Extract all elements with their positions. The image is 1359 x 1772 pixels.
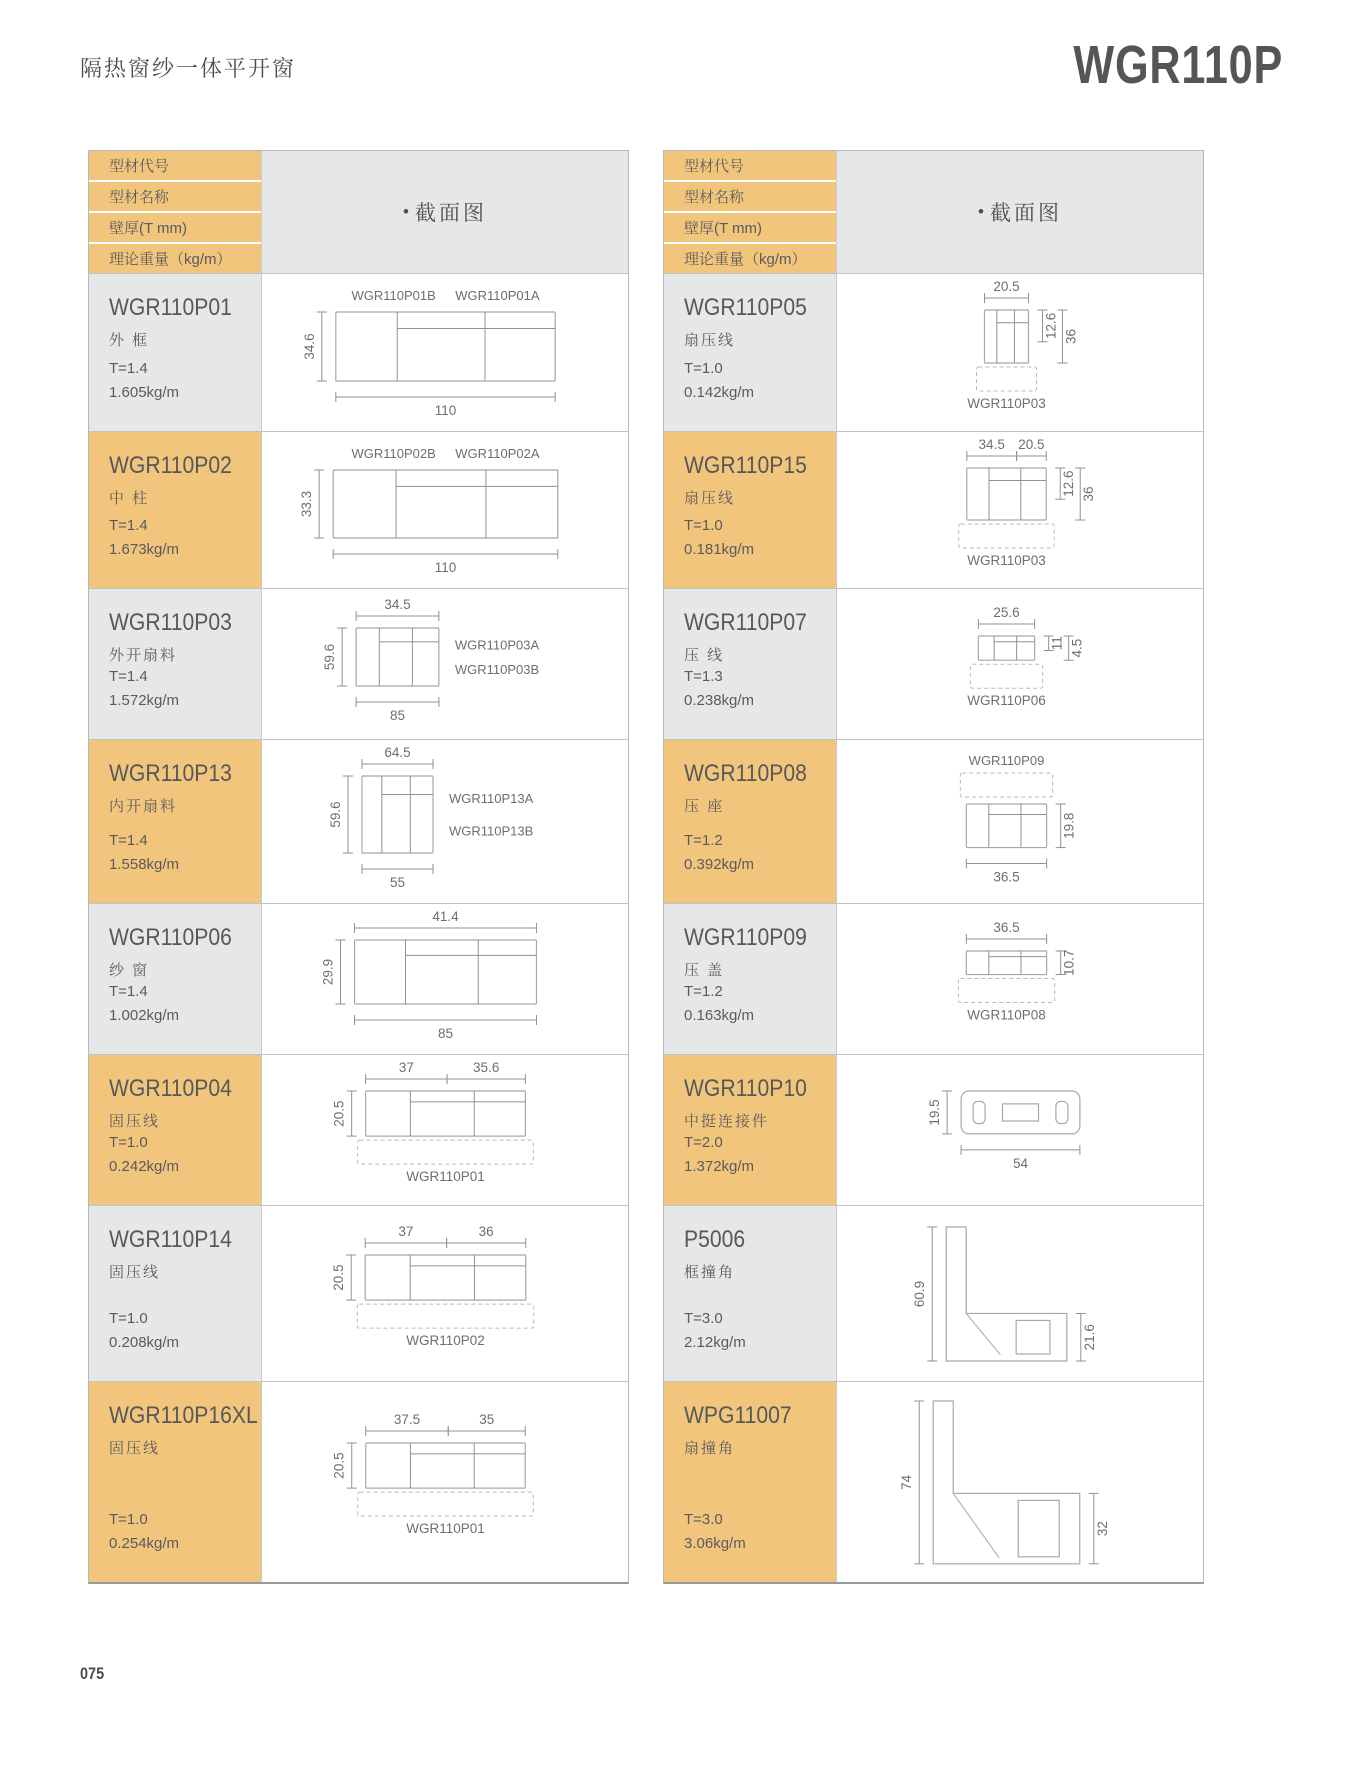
- profile-weight: 3.06kg/m: [684, 1535, 746, 1552]
- svg-text:25.6: 25.6: [992, 604, 1020, 620]
- profile-thickness: T=1.0: [109, 1511, 148, 1528]
- svg-text:85: 85: [389, 708, 405, 723]
- svg-text:60.9: 60.9: [911, 1280, 927, 1307]
- header-cell-profile-name: 型材名称: [664, 180, 836, 211]
- svg-text:29.9: 29.9: [320, 958, 336, 986]
- profile-name: 外开扇料: [109, 647, 178, 664]
- profile-info-cell: [664, 589, 837, 739]
- header-cell-wall-thickness: 壁厚(T mm): [664, 211, 836, 242]
- section-drawing: [843, 278, 1198, 427]
- svg-text:12.6: 12.6: [1060, 470, 1076, 497]
- svg-text:21.6: 21.6: [1081, 1323, 1097, 1350]
- svg-text:54: 54: [1012, 1155, 1028, 1171]
- profile-code: WGR110P05: [684, 294, 807, 321]
- section-drawing: [268, 278, 623, 427]
- profile-thickness: T=1.4: [109, 517, 148, 534]
- svg-text:WGR110P02: WGR110P02: [405, 1333, 485, 1349]
- profile-info-cell: [89, 904, 262, 1054]
- profile-name: 扇压线: [684, 332, 736, 349]
- profile-code: WPG11007: [684, 1402, 792, 1429]
- svg-text:35.6: 35.6: [472, 1060, 499, 1076]
- svg-text:20.5: 20.5: [1017, 437, 1045, 452]
- profile-info-cell: [89, 1382, 262, 1582]
- header-cell-theoretical-weight: 理论重量（kg/m）: [89, 242, 261, 273]
- profile-section-diagram: [837, 274, 1203, 431]
- profile-code: WGR110P10: [684, 1075, 807, 1102]
- profile-section-diagram: [262, 740, 628, 903]
- profile-row: [89, 431, 628, 588]
- profile-code: WGR110P16XL: [109, 1402, 258, 1429]
- profile-name: 固压线: [109, 1113, 161, 1130]
- profile-info-cell: [89, 740, 262, 903]
- profile-row: [664, 1054, 1203, 1205]
- profile-weight: 1.372kg/m: [684, 1158, 755, 1175]
- svg-text:WGR110P13A: WGR110P13A: [448, 791, 533, 807]
- section-drawing: [268, 908, 623, 1050]
- profile-thickness: T=1.0: [684, 517, 723, 534]
- profile-row: [664, 273, 1203, 431]
- profile-weight: 0.238kg/m: [684, 692, 755, 709]
- svg-text:36: 36: [1080, 486, 1096, 502]
- svg-text:12.6: 12.6: [1043, 312, 1058, 340]
- svg-text:WGR110P03: WGR110P03: [966, 553, 1046, 568]
- svg-text:36: 36: [478, 1223, 494, 1239]
- profile-row: [664, 739, 1203, 903]
- section-drawing: [843, 1391, 1198, 1574]
- section-drawing: [843, 1081, 1198, 1180]
- svg-text:19.5: 19.5: [926, 1098, 942, 1126]
- profile-section-diagram: [837, 1206, 1203, 1381]
- profile-thickness: T=1.4: [109, 360, 148, 377]
- profile-section-diagram: [262, 1382, 628, 1582]
- profile-weight: 1.673kg/m: [109, 541, 180, 558]
- svg-text:36.5: 36.5: [992, 920, 1020, 936]
- section-drawing: [843, 919, 1198, 1039]
- profile-name: 外 框: [109, 332, 150, 349]
- svg-text:36: 36: [1063, 328, 1078, 345]
- svg-text:WGR110P08: WGR110P08: [966, 1007, 1046, 1023]
- page-title: WGR110P: [1073, 35, 1283, 95]
- svg-text:20.5: 20.5: [331, 1452, 347, 1480]
- profile-code: WGR110P01: [109, 294, 232, 321]
- profile-thickness: T=3.0: [684, 1310, 723, 1327]
- svg-text:110: 110: [434, 560, 456, 575]
- svg-text:55: 55: [389, 875, 405, 890]
- profile-weight: 1.558kg/m: [109, 856, 180, 873]
- table-body: [89, 273, 628, 1582]
- svg-text:WGR110P09: WGR110P09: [968, 753, 1044, 769]
- profile-code: WGR110P14: [109, 1226, 232, 1253]
- page-subtitle: 隔热窗纱一体平开窗: [80, 56, 297, 81]
- svg-text:59.6: 59.6: [327, 801, 343, 828]
- profile-thickness: T=1.4: [109, 983, 148, 1000]
- section-view-label: 截面图: [414, 202, 487, 225]
- profile-thickness: T=1.0: [109, 1310, 148, 1327]
- profile-name: 固压线: [109, 1440, 161, 1457]
- profile-name: 框撞角: [684, 1264, 736, 1281]
- profile-row: [89, 273, 628, 431]
- header-cell-profile-code: 型材代号: [89, 151, 261, 180]
- svg-text:35: 35: [478, 1412, 494, 1428]
- profile-row: [89, 903, 628, 1054]
- profile-section-diagram: [262, 432, 628, 588]
- section-drawing: [268, 1059, 623, 1200]
- profile-row: [664, 903, 1203, 1054]
- table-body: [664, 273, 1203, 1582]
- svg-text:37: 37: [397, 1223, 413, 1239]
- svg-text:20.5: 20.5: [992, 279, 1020, 294]
- profile-weight: 0.392kg/m: [684, 856, 755, 873]
- profile-section-diagram: [837, 432, 1203, 588]
- table-header: [664, 151, 1203, 273]
- svg-text:34.6: 34.6: [301, 333, 317, 360]
- profile-info-cell: [664, 904, 837, 1054]
- profile-thickness: T=1.2: [684, 832, 723, 849]
- section-drawing: [268, 436, 623, 584]
- profile-code: WGR110P15: [684, 452, 807, 479]
- profile-code: WGR110P13: [109, 760, 232, 787]
- profile-info-cell: [664, 432, 837, 588]
- svg-text:59.6: 59.6: [321, 643, 337, 671]
- profile-weight: 0.163kg/m: [684, 1007, 755, 1024]
- profile-name: 固压线: [109, 1264, 161, 1281]
- section-drawing: [268, 744, 623, 899]
- header-cell-profile-name: 型材名称: [89, 180, 261, 211]
- profile-info-cell: [664, 740, 837, 903]
- profile-info-cell: [89, 432, 262, 588]
- section-drawing: [268, 1223, 623, 1364]
- profile-row: [89, 1054, 628, 1205]
- profile-thickness: T=3.0: [684, 1511, 723, 1528]
- profile-name: 压 线: [684, 647, 725, 664]
- profile-section-diagram: [837, 904, 1203, 1054]
- svg-text:37.5: 37.5: [393, 1412, 420, 1428]
- profile-weight: 0.242kg/m: [109, 1158, 180, 1175]
- svg-text:WGR110P03B: WGR110P03B: [454, 661, 539, 677]
- profile-code: WGR110P03: [109, 609, 232, 636]
- svg-text:85: 85: [437, 1026, 453, 1041]
- profile-weight: 1.572kg/m: [109, 692, 180, 709]
- profile-info-cell: [89, 1206, 262, 1381]
- profile-section-diagram: [837, 740, 1203, 903]
- profile-row: [89, 1381, 628, 1582]
- section-view-header: [262, 151, 628, 273]
- svg-text:WGR110P13B: WGR110P13B: [448, 823, 533, 839]
- profile-table: [88, 150, 629, 1584]
- profile-info-cell: [89, 1055, 262, 1205]
- svg-text:34.5: 34.5: [978, 437, 1005, 452]
- svg-text:36.5: 36.5: [992, 869, 1020, 885]
- profile-name: 中 柱: [109, 490, 150, 507]
- svg-text:33.3: 33.3: [298, 490, 314, 518]
- profile-code: P5006: [684, 1226, 746, 1253]
- svg-text:34.5: 34.5: [383, 597, 411, 612]
- profile-name: 纱 窗: [109, 962, 150, 979]
- section-drawing: [268, 1411, 623, 1552]
- profile-thickness: T=1.0: [684, 360, 723, 377]
- profile-thickness: T=2.0: [684, 1134, 723, 1151]
- header-cell-wall-thickness: 壁厚(T mm): [89, 211, 261, 242]
- svg-text:WGR110P01: WGR110P01: [405, 1521, 485, 1537]
- profile-name: 中挺连接件: [684, 1113, 770, 1130]
- profile-code: WGR110P09: [684, 924, 807, 951]
- profile-section-diagram: [837, 589, 1203, 739]
- profile-weight: 0.181kg/m: [684, 541, 755, 558]
- bullet-icon: •: [978, 202, 984, 221]
- profile-row: [89, 588, 628, 739]
- profile-section-diagram: [262, 904, 628, 1054]
- svg-text:WGR110P02B WGR110P02A: WGR110P02B WGR110P02A: [350, 446, 540, 461]
- profile-info-cell: [664, 1382, 837, 1582]
- profile-info-cell: [664, 274, 837, 431]
- svg-text:20.5: 20.5: [330, 1264, 346, 1291]
- svg-text:41.4: 41.4: [431, 909, 459, 924]
- profile-section-diagram: [262, 589, 628, 739]
- page-number: 075: [80, 1664, 105, 1683]
- profile-row: [89, 739, 628, 903]
- profile-thickness: T=1.4: [109, 832, 148, 849]
- svg-text:20.5: 20.5: [331, 1100, 347, 1128]
- section-view-header: [837, 151, 1203, 273]
- svg-text:11: 11: [1049, 636, 1065, 651]
- header-cell-profile-code: 型材代号: [664, 151, 836, 180]
- profile-section-diagram: [837, 1382, 1203, 1582]
- svg-text:10.7: 10.7: [1061, 949, 1077, 977]
- profile-weight: 1.605kg/m: [109, 384, 180, 401]
- profile-code: WGR110P06: [109, 924, 232, 951]
- svg-text:4.5: 4.5: [1069, 638, 1085, 658]
- svg-text:74: 74: [898, 1474, 914, 1490]
- profile-table: [663, 150, 1204, 1584]
- profile-section-diagram: [837, 1055, 1203, 1205]
- svg-text:WGR110P03: WGR110P03: [966, 396, 1046, 411]
- bullet-icon: •: [403, 202, 409, 221]
- profile-row: [664, 431, 1203, 588]
- svg-text:WGR110P01B WGR110P01A: WGR110P01B WGR110P01A: [350, 288, 540, 303]
- section-view-label: 截面图: [989, 202, 1062, 225]
- profile-code: WGR110P08: [684, 760, 807, 787]
- profile-weight: 0.208kg/m: [109, 1334, 180, 1351]
- profile-name: 扇撞角: [684, 1440, 736, 1457]
- profile-row: [89, 1205, 628, 1381]
- section-drawing: [843, 436, 1198, 584]
- profile-name: 内开扇料: [109, 798, 178, 815]
- profile-name: 压 座: [684, 798, 725, 815]
- profile-weight: 1.002kg/m: [109, 1007, 180, 1024]
- svg-text:37: 37: [398, 1060, 414, 1076]
- profile-name: 扇压线: [684, 490, 736, 507]
- profile-tables: [88, 150, 1204, 1584]
- section-drawing: [843, 604, 1198, 724]
- profile-info-cell: [89, 274, 262, 431]
- profile-thickness: T=1.2: [684, 983, 723, 1000]
- profile-thickness: T=1.4: [109, 668, 148, 685]
- section-drawing: [843, 1217, 1198, 1371]
- svg-text:WGR110P01: WGR110P01: [405, 1169, 485, 1185]
- svg-text:WGR110P06: WGR110P06: [966, 693, 1046, 709]
- svg-text:64.5: 64.5: [383, 745, 411, 760]
- profile-row: [664, 588, 1203, 739]
- profile-code: WGR110P02: [109, 452, 232, 479]
- profile-section-diagram: [262, 1055, 628, 1205]
- section-drawing: [268, 596, 623, 732]
- table-header: [89, 151, 628, 273]
- profile-info-cell: [664, 1055, 837, 1205]
- profile-info-cell: [664, 1206, 837, 1381]
- profile-weight: 0.142kg/m: [684, 384, 755, 401]
- profile-weight: 0.254kg/m: [109, 1535, 180, 1552]
- profile-row: [664, 1205, 1203, 1381]
- svg-text:32: 32: [1094, 1520, 1110, 1536]
- profile-thickness: T=1.0: [109, 1134, 148, 1151]
- svg-text:WGR110P03A: WGR110P03A: [454, 637, 539, 653]
- header-cell-theoretical-weight: 理论重量（kg/m）: [664, 242, 836, 273]
- svg-text:19.8: 19.8: [1061, 812, 1077, 840]
- profile-weight: 2.12kg/m: [684, 1334, 746, 1351]
- profile-name: 压 盖: [684, 962, 725, 979]
- profile-thickness: T=1.3: [684, 668, 723, 685]
- profile-code: WGR110P07: [684, 609, 807, 636]
- profile-row: [664, 1381, 1203, 1582]
- profile-section-diagram: [262, 274, 628, 431]
- svg-text:110: 110: [434, 403, 456, 418]
- profile-code: WGR110P04: [109, 1075, 232, 1102]
- profile-info-cell: [89, 589, 262, 739]
- section-drawing: [843, 749, 1198, 894]
- profile-section-diagram: [262, 1206, 628, 1381]
